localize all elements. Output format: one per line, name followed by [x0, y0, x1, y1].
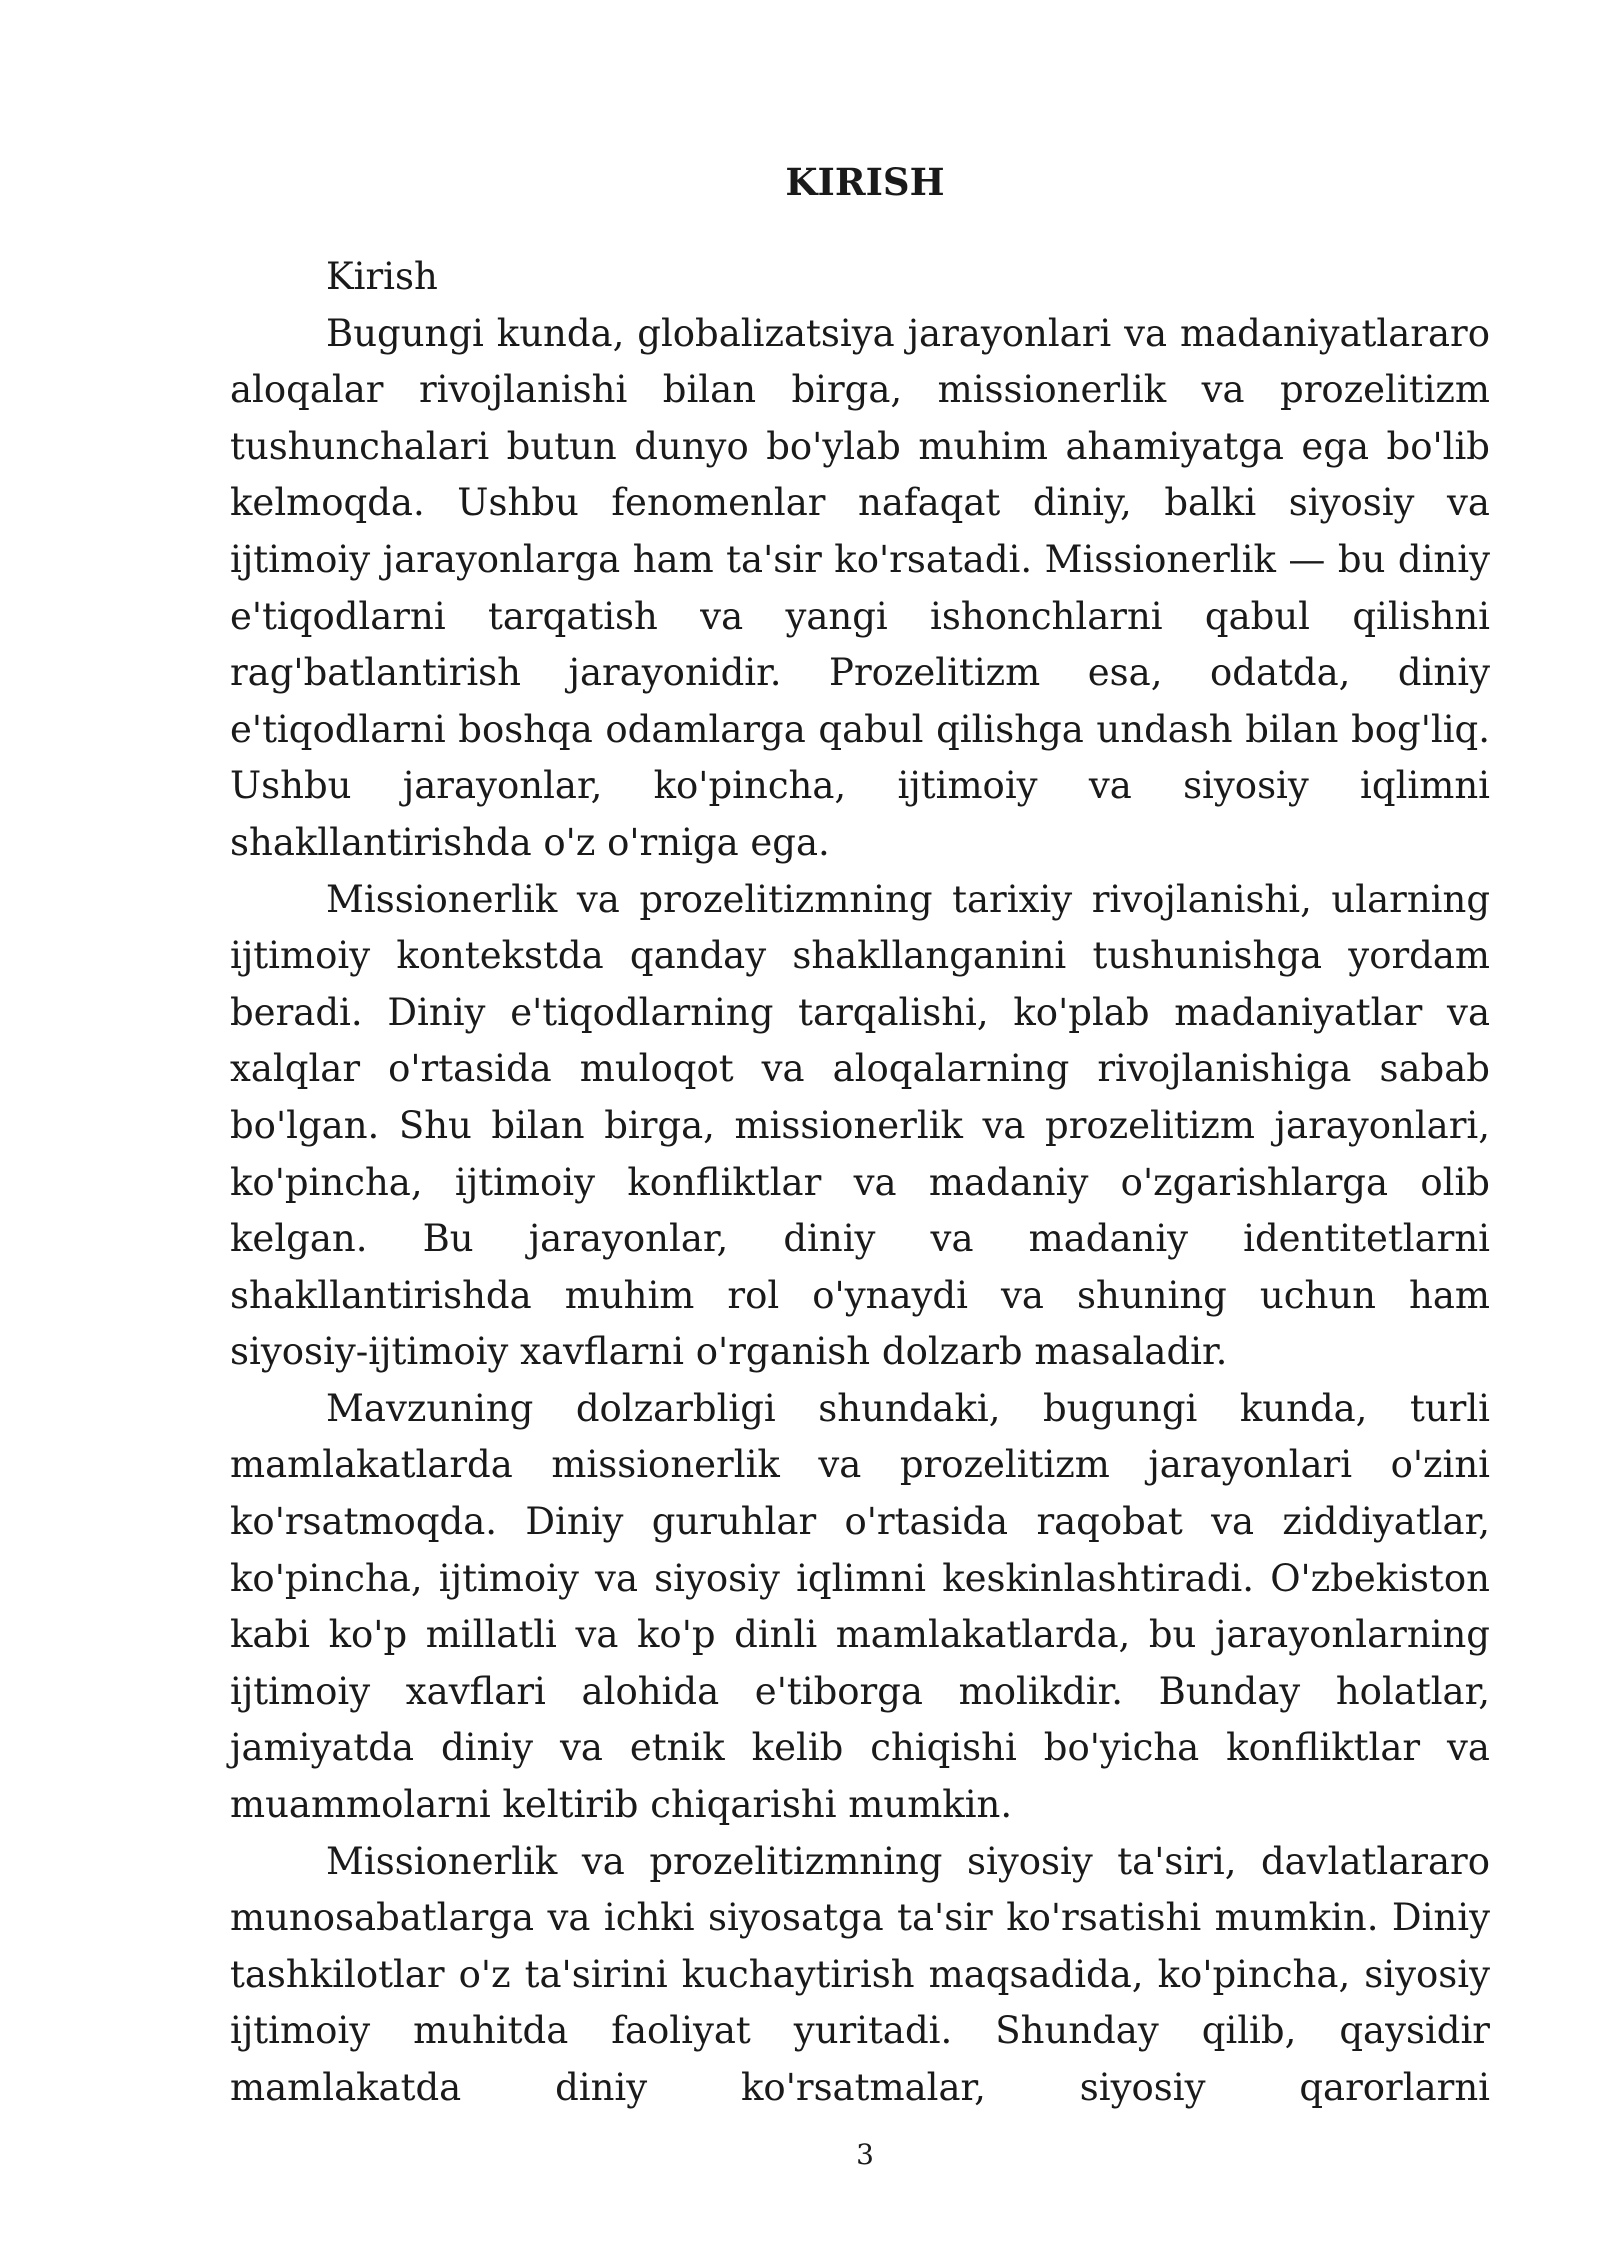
paragraph: Mavzuning dolzarbligi shundaki, bugungi kunda, turli mamlakatlarda missionerlik va prozelitizm jarayonlari o'zini ko'rsatmoqda. Diniy guruhlar o'rtasida raqobat va ziddiyatlar, ko'pincha, ijtimoiy va siyosiy iqlimni keskinlashtiradi. O'zbekiston kabi ko'p millatli va ko'p dinli mamlakatlarda, bu jarayonlarning ijtimoiy xavflari alohida e'tiborga molikdir. Bunday holatlar, jamiyatda diniy va etnik kelib chiqishi bo'yicha konfliktlar va muammolarni keltirib chiqarishi mumkin.	[230, 1386, 1490, 1827]
paragraph: Missionerlik va prozelitizmning siyosiy ta'siri, davlatlararo munosabatlarga va ichki siyosatga ta'sir ko'rsatishi mumkin. Diniy tashkilotlar o'z ta'sirini kuchaytirish maqsadida, ko'pincha, siyosiy ijtimoiy muhitda faoliyat yuritadi. Shunday qilib, qaysidir mamlakatda diniy ko'rsatmalar, siyosiy qarorlarni	[230, 1839, 1490, 2109]
paragraph: Missionerlik va prozelitizmning tarixiy rivojlanishi, ularning ijtimoiy kontekstda qanday shakllanganini tushunishga yordam beradi. Diniy e'tiqodlarning tarqalishi, ko'plab madaniyatlar va xalqlar o'rtasida muloqot va aloqalarning rivojlanishiga sabab bo'lgan. Shu bilan birga, missionerlik va prozelitizm jarayonlari, ko'pincha, ijtimoiy konfliktlar va madaniy o'zgarishlarga olib kelgan. Bu jarayonlar, diniy va madaniy identitetlarni shakllantirishda muhim rol o'ynaydi va shuning uchun ham siyosiy-ijtimoiy xavflarni o'rganish dolzarb masaladir.	[230, 877, 1490, 1374]
page-number: 3	[856, 2138, 874, 2171]
paragraph: Bugungi kunda, globalizatsiya jarayonlari va madaniyatlararo aloqalar rivojlanishi bilan birga, missionerlik va prozelitizm tushunchalari butun dunyo bo'ylab muhim ahamiyatga ega bo'lib kelmoqda. Ushbu fenomenlar nafaqat diniy, balki siyosiy va ijtimoiy jarayonlarga ham ta'sir ko'rsatadi. Missionerlik — bu diniy e'tiqodlarni tarqatish va yangi ishonchlarni qabul qilishni rag'batlantirish jarayonidir. Prozelitizm esa, odatda, diniy e'tiqodlarni boshqa odamlarga qabul qilishga undash bilan bog'liq. Ushbu jarayonlar, ko'pincha, ijtimoiy va siyosiy iqlimni shakllantirishda o'z o'rniga ega.	[230, 311, 1490, 864]
page-title: KIRISH	[785, 160, 945, 204]
body-text	[230, 249, 1490, 2117]
paragraph-subheading: Kirish	[326, 255, 438, 298]
